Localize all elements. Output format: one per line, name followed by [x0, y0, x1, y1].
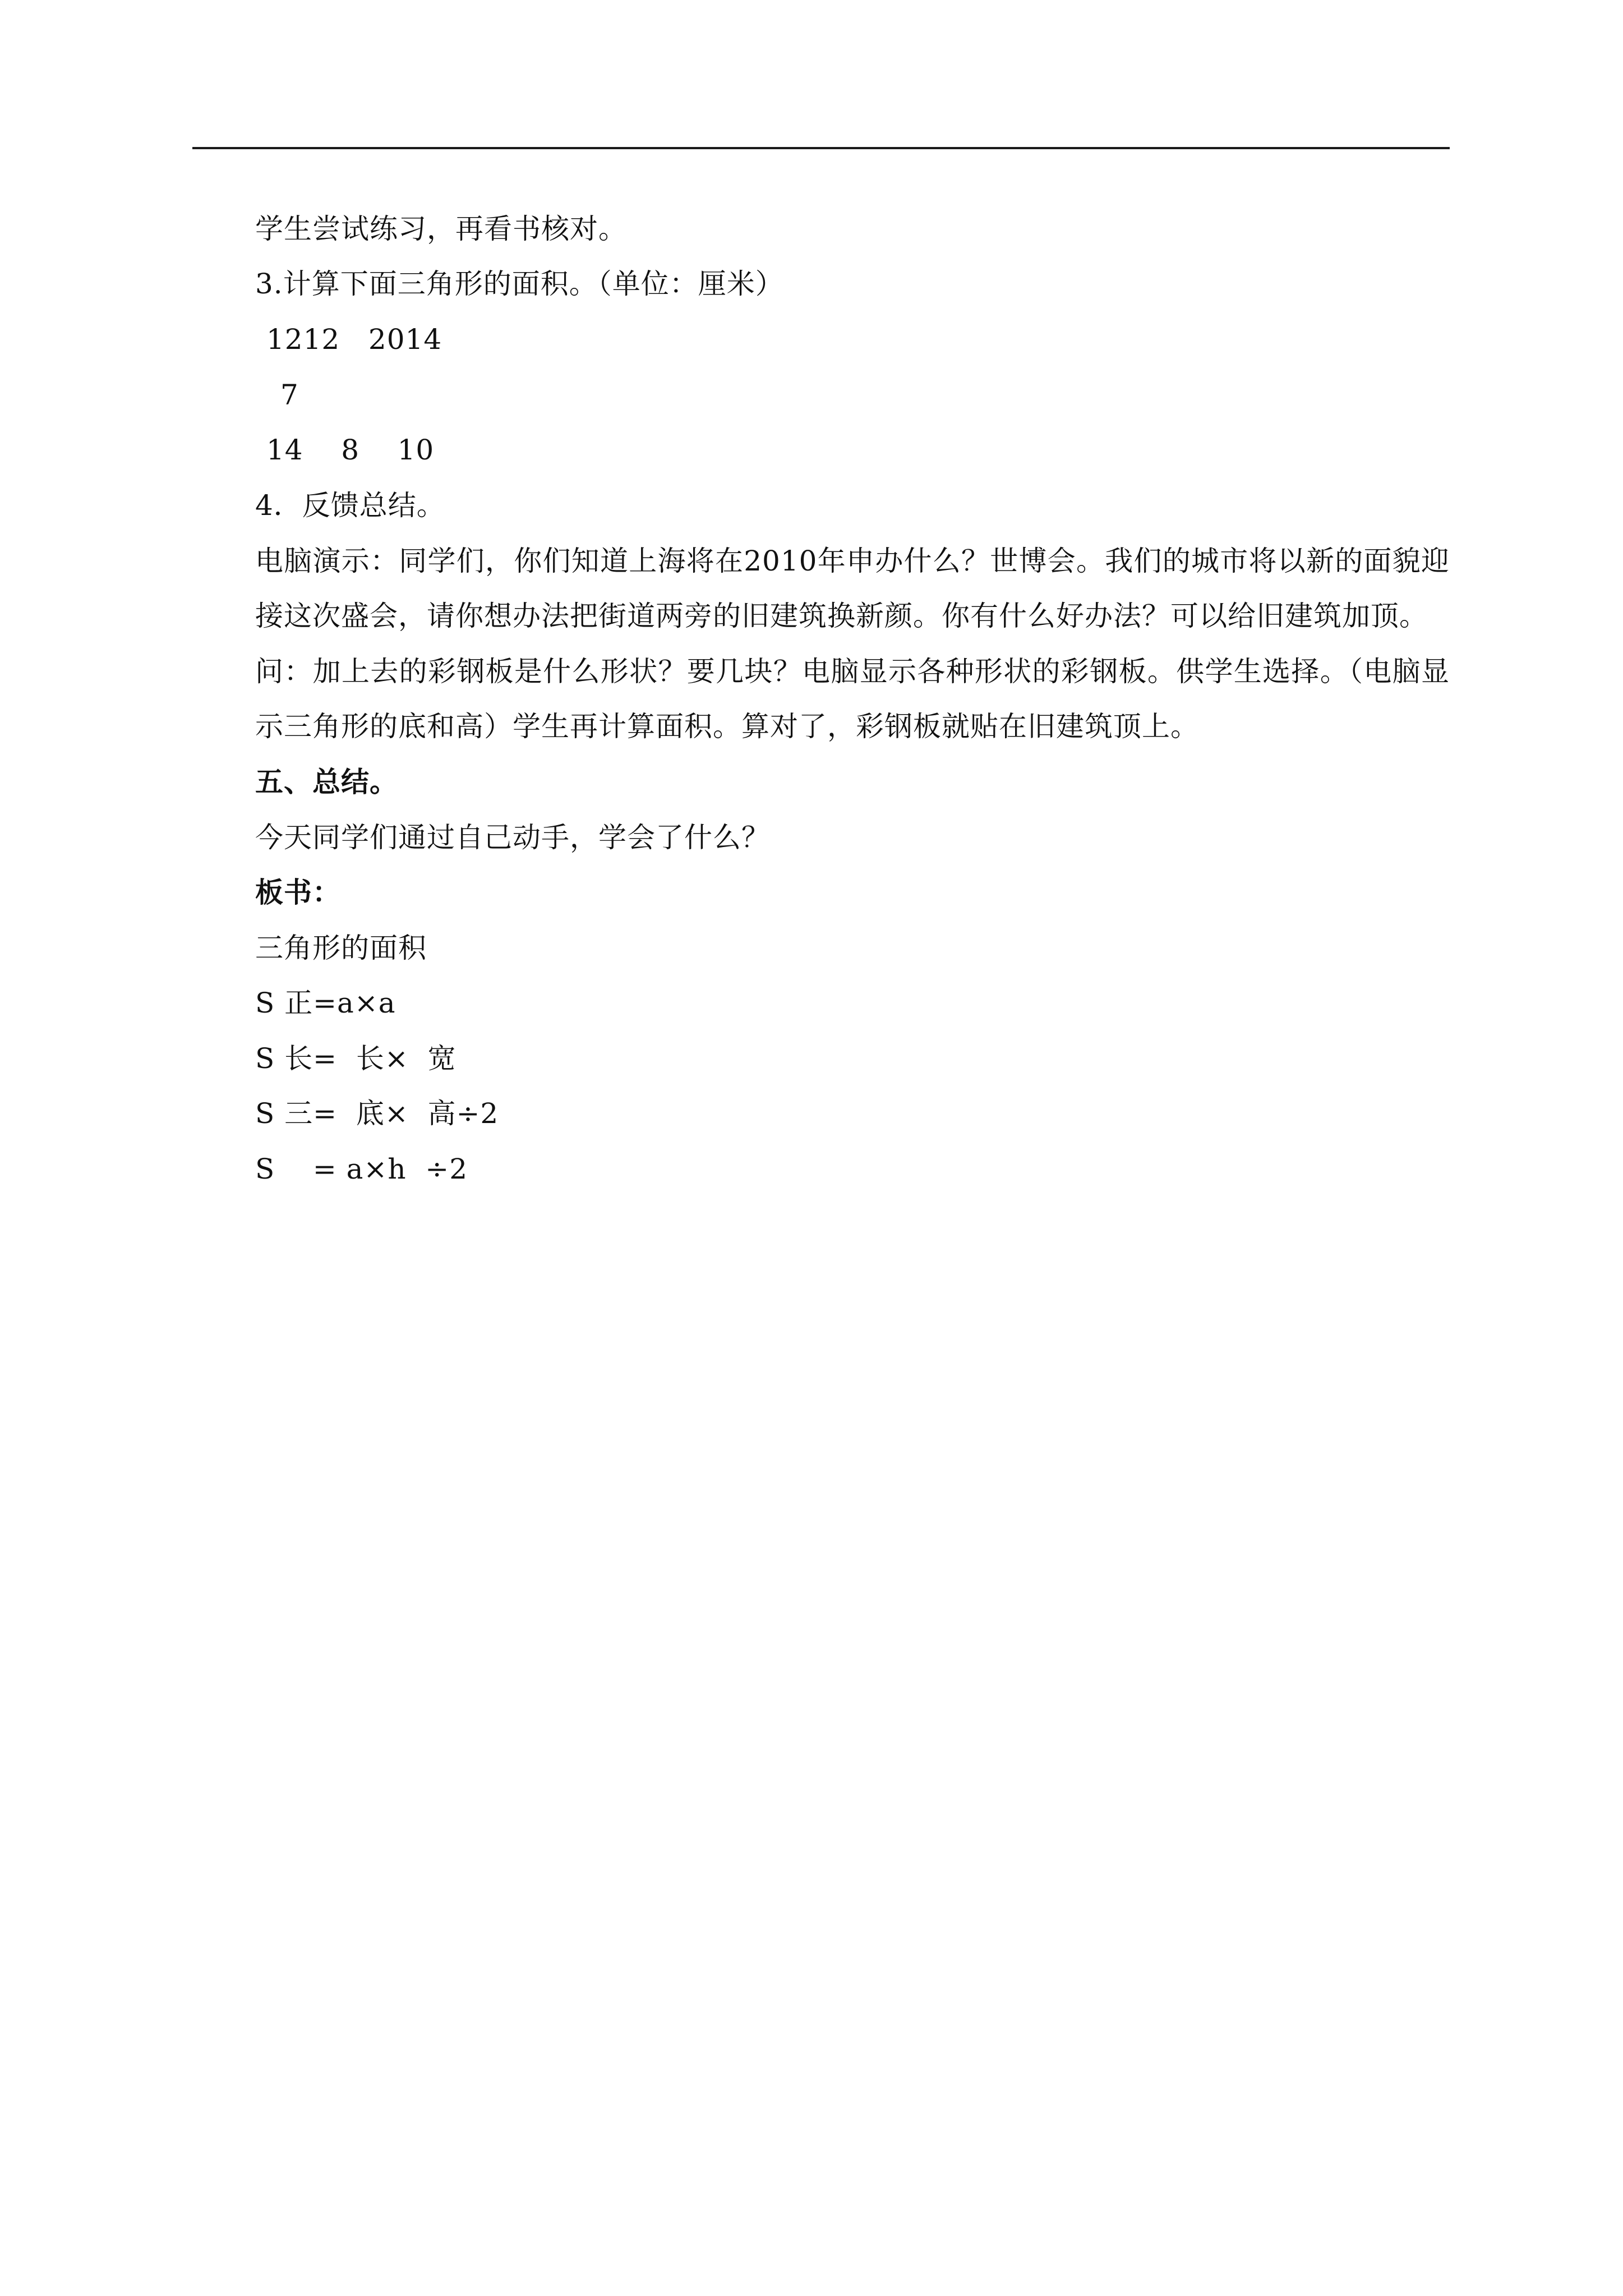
- text-line: 今天同学们通过自己动手，学会了什么？: [255, 821, 770, 854]
- formula-line: S = a×h ÷2: [255, 1153, 468, 1185]
- paragraph: 问：加上去的彩钢板是什么形状？要几块？电脑显示各种形状的彩钢板。供学生选择。（电脑显示三角形的底和高）学生再计算面积。算对了，彩钢板就贴在旧建筑顶上。: [255, 655, 1450, 743]
- text-line: 学生尝试练习，再看书核对。: [255, 213, 627, 245]
- triangle-values-row: 1212 2014: [266, 323, 442, 356]
- exercise-heading: 3.计算下面三角形的面积。（单位：厘米）: [255, 268, 784, 300]
- formula-line: S 正=a×a: [255, 987, 396, 1019]
- formula-line: S 三= 底× 高÷2: [255, 1097, 499, 1130]
- formula-line: S 长= 长× 宽: [255, 1042, 457, 1075]
- board-title: 三角形的面积: [255, 932, 427, 964]
- triangle-values-row: 7: [280, 379, 299, 411]
- header-rule: [192, 147, 1450, 149]
- board-heading: 板书：: [255, 876, 341, 909]
- step-heading: 4．反馈总结。: [255, 489, 445, 522]
- triangle-values-row: 14 8 10: [266, 434, 435, 466]
- section-heading: 五、总结。: [255, 765, 398, 798]
- paragraph: 电脑演示：同学们，你们知道上海将在2010年申办什么？世博会。我们的城市将以新的面貌迎接这次盛会，请你想办法把街道两旁的旧建筑换新颜。你有什么好办法？可以给旧建筑加顶。: [255, 545, 1450, 632]
